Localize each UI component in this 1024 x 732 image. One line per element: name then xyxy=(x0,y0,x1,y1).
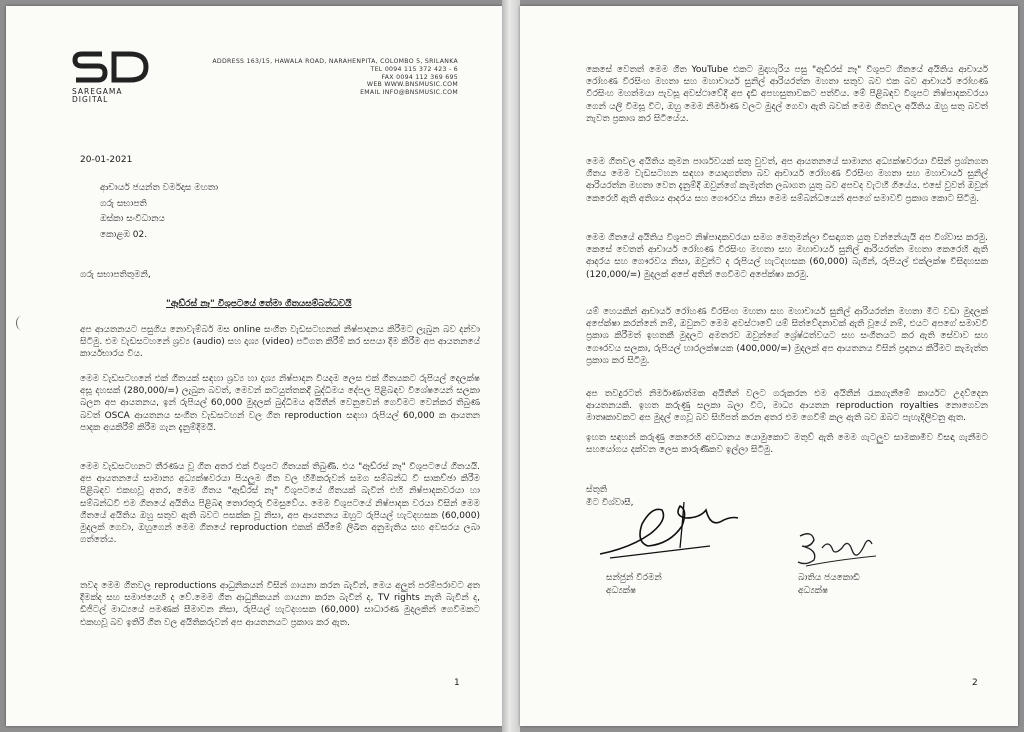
paragraph: මෙම වැඩසටහනේ එක් ගීතයක් සඳහා ශ්‍රව්‍ය හා දෘශ්‍ය නිෂ්පාදන වියදම ලෙස එක් ගීතයකට රුපියල් දෙලක්ෂ අසූ දහසක් (280,000/=) ලැබුන බවත්, මෙවන් කටයුත්තකදී බුද්ධිමය දේපල පිළිබඳව විශේෂයෙන් සලකා බලන අප ආයතනය, ඉන් රුපියල් 60,000 මුදලක් බුද්ධිමය අයිතීන් වෙනුවෙන් ගෙවීමට වෙන්කර තිබුණ බවත් OSCA ආයතනය සංගීත වැඩසටහන් වල ගීත reproduction සඳහා රුපියල් 60,000 ක ආයතන පාදක අයකිරීම් කිරීම ගැන දැනුම්දීමයි. xyxy=(80,374,480,433)
address-line: ADDRESS 163/15, HAWALA ROAD, NARAHENPITA, COLOMBO 5, SRILANKA xyxy=(212,58,458,65)
letter-page-2 xyxy=(520,6,1018,726)
recipient-line: ආචාර්ය ජයන්ත වර්මදාස මහතා xyxy=(100,183,219,193)
web-line: WEB WWW.BNSMUSIC.COM xyxy=(366,81,458,89)
company-address xyxy=(212,58,458,97)
paragraph: මෙම ගීතයේ අයිතිය විශුපට නිෂ්පාදකවරයා සමග මෙතුමන්ලා විසඳාගත යුතු වන්නේයැයි අප විශ්වාස කරමු. කෙසේ වෙතත් ආචාර්ය රෝහණ වීරසිංහ මහතා සහ මහාචාර්ය සුනිල් ආරියරත්න මහතා කෙරෙහි ඇති ආදරය සහ ගෞරවය නිසා, ඔවුන්ට ද රුපියල් හැටදහසක (60,000) බැගින්, රුපියල් එක්ලක්ෂ විසිදහසක (120,000/=) මුදලක් අපේ අතින් ගෙවීමට අපේක්ෂා කරමු. xyxy=(586,233,988,280)
phone-line: TEL 0094 115 372 423 - 6 xyxy=(370,65,458,73)
fax-line: FAX 0094 112 369 695 xyxy=(381,73,458,81)
logo-line-2: DIGITAL xyxy=(72,95,109,104)
email-line: EMAIL INFO@BNSMUSIC.COM xyxy=(360,89,458,97)
signatory-1 xyxy=(606,572,662,598)
closing-text: ස්තුති xyxy=(586,485,608,495)
paragraph: අප තවදුරටත් නිර්මාණාත්මක අයිතීන් වලට ගරුකරන එම අයිතීන් රැකගැනීමේ කාර්යට උදව්දෙන ආයතනයකි. ඉහත කරුණු සලකා බලා විට, මාධ්‍ය ආයතන reproduction royalties නොගෙවන මාතෘකාවකට අප මුදල් ගෙවූ බව සිහිපත් කරන අතර එම ගෙවීම් කල ඇති බව ඔබට පැහැදිලිවනු ඇත. xyxy=(586,389,988,424)
recipient-line: කොළඹ 02. xyxy=(100,229,148,240)
recipient-line: ගරු සභාපති xyxy=(100,198,147,209)
recipient-block xyxy=(100,181,500,243)
salutation: ගරු සභාපතිතුමනි, xyxy=(80,270,151,280)
page-number: 1 xyxy=(454,678,460,688)
letter-page-1 xyxy=(6,6,502,726)
signature-1-image xyxy=(590,488,750,568)
recipient-line: ඔස්කා සංවිධානය xyxy=(100,214,165,224)
letter-subject: "ඈඩ්රස් නෑ" විශුපටයේ තේමා ගීතයසම්බන්ධවයි xyxy=(166,299,352,309)
punch-hole-mark xyxy=(16,316,27,330)
signatory-2 xyxy=(798,572,860,598)
letter-date: 20-01-2021 xyxy=(80,155,133,165)
page-gutter xyxy=(502,0,520,732)
signature-2-image xyxy=(792,526,882,570)
page-number: 2 xyxy=(972,678,978,688)
paragraph: යම් හෙයකින් ආචාර්ය රෝහණ වීරසිංහ මහතා සහ මහාචාර්ය සුනිල් ආරියරත්න මහතා මීට වඩා මුදලක් අපේක්ෂා කරන්නේ නම්, ඔවුනට මෙම අවස්ථාවේ යම් සිත්වේදනාවක් ඇති වූයේ නම්, එයට අපගේ සමාවවී ප්‍රකාශ කිරීමත් ඉහතකී මුදලට අමතරව ඔවුන්ගේ ශ්‍රේෂ්ඨත්වයට සහ සංගීතයට කර ඇති සේවාව සහ ගෞරවය සලකා, රුපියල් හාරලක්ෂයක (400,000/=) මුදලක් අප ආයතනය විසින් ප්‍රදානය කිරීමට කැමැත්ත ප්‍රකාශ කර සිටිමු. xyxy=(586,307,988,366)
sd-logo-mark-icon xyxy=(72,50,150,84)
paragraph: කෙසේ වෙතත් මෙම ගීත YouTube එකට මුදාහැරිය පසු "ඈඩ්රස් නෑ" විශුපට ගීතයේ අයිතිය ආචාර්ය රෝහණ වීරසිංහ මහතා සහ මහාචාර්ය සුනිල් ආරියරත්න මහතා සතුව බව එක බව ආචාර්ය රෝහණ වීරසිංහ මහත්මයා පැවසූ අවස්ථාවේදී අප දැඩි අපහසුතාවකට පත්විය. මේ පිළිබඳව විශුපට නිෂ්පාදකවරයා ගෙන් යලි විමසූ විට, ඔහු මෙම නිර්මාණ වලට මුදල් ගෙවා ඇති බවක් මෙම ගීතවල අයිතිය ඔහු සතු බවත් නැවත ප්‍රකාශ කර සිටියේය. xyxy=(586,65,988,124)
closing-text-2: මීට විශ්වාසී, xyxy=(586,498,634,508)
signatory-1-title: අධ්‍යක්ෂ xyxy=(606,586,637,596)
paragraph: අප ආයතනයට පසුගිය නොවැම්බර් මස online සංගීත වැඩසටහනක් නිෂ්පාදනය කිරීමට ලැබුන බව දන්වා සිටිමු. එම වැඩසටහනේ ශ්‍රව්‍ය (audio) සහ දෘශ්‍ය (video) පටිගත කිරීම් කර සපයා දීම කිරීම අප ආයතනයේ කාර්යභාරය විය. xyxy=(80,325,480,360)
paragraph: ඉහත සඳහන් කරුණු කෙරෙහි අවධානය යොමුකොට මතුව් ඇති මෙම ගැටලුව සාමකාමීව විසඳා ගැනීමට සහයෝගය දක්වන ලෙස කාරුණිකව ඉල්ලා සිටිමු. xyxy=(586,433,988,456)
signatory-2-title: අධ්‍යක්ෂ xyxy=(798,586,829,596)
saregama-digital-logo xyxy=(72,50,152,106)
signatory-1-name: සන්ජුන් වීරමන් xyxy=(606,573,662,583)
logo-line-1: SAREGAMA xyxy=(72,87,123,96)
paragraph: තවද මෙම ගීතවල reproductions ආධුනිකයන් විසින් ගායනා කරන බැවින්, මෙය අලුත් පරම්පරාවට අත දීමක්ද සහ සමාජයෙහි ද වේ.මෙම ගීත ආධුනිකයන් ගායනා කරන බැවින් ද, TV rights නැති බැවින් ද, ඩිජිටල් මාධ්‍යයේ පමණක් සීමාවන නිසා, රුපියල් හැටදහසක (60,000) සාධාරණ මුදලකින් ගෙවීමකට එකඟවූ බව ඉතිරි ගීත වල අයිතිකරුවන් අප ආයතනයට ප්‍රකාශ කර ඇත. xyxy=(80,581,480,628)
paragraph: මෙම ගීතවල අයිතිය කුමන පාර්ශවයක් සතු වුවත්, අප ආයතනයේ සාමාන්‍ය අධ්‍යක්ෂවරයා විසින් ප්‍රශ්නගත ගීතය මෙම වැඩසටහන සඳහා යොදාගත්තා බව ආචාර්ය රෝහණ වීරසිංහ මහතා සහ මහාචාර්ය සුනිල් ආරියරත්න මහතා වෙත දැනුම්දී ඔවුන්ගේ කැමැත්ත ලබාගත යුතු බව අපවද වැටහී ගියේය. එසේ වුවත් ඔවුන් කෙරෙහි ඇති අතිශය ආදරය සහ ගෞරවය නිසා මෙම සම්බන්ධයෙන් අපගේ සමාවවී ප්‍රකාශ කොට සිටිමු. xyxy=(586,157,988,204)
signatory-2-name: බාතිය ජයකොඩි xyxy=(798,573,860,583)
paragraph: මෙම වැඩසටහනට තීරණය වූ ගීත අතර එක් විශුපට ගීතයක් තිබුණි. එය "ඈඩ්රස් නෑ" විශුපටයේ ගීතයයි. අප ආයතනයේ සාමාන්‍ය අධ්‍යක්ෂවරයා පියලුම ගීත වල හිමිකරුවන් සමග සම්බන්ධ වී සාකච්ඡා කිරීම පිළිබඳව එකඟවූ අතර, මෙම ගීතය "ඈඩ්රස් නෑ" විශුපටයේ ගීතයක් බැවින් එහි නිෂ්පාදකවරයා හා සම්බන්ධවී එම ගීතයේ අයිතිය පිළිබඳ තොරතුරු විමසුවේය. මෙම විශුපටයේ නිෂ්පාදක වරයා විසින් මෙම ගීතයේ අයිතිය ඔහු සතුව ඇති බවට පසක්ක වූ නිසා, අප ආයතනය ඔහුට රුපියල් හැටදහසක (60,000) මුදලක් ගෙවා, ඔහුගෙන් මෙම ගීතයේ reproduction එකක් කිරීමේ ලිඛිත අනුමැතිය සහ අවසරය ලබා ගත්තේය. xyxy=(80,462,480,546)
